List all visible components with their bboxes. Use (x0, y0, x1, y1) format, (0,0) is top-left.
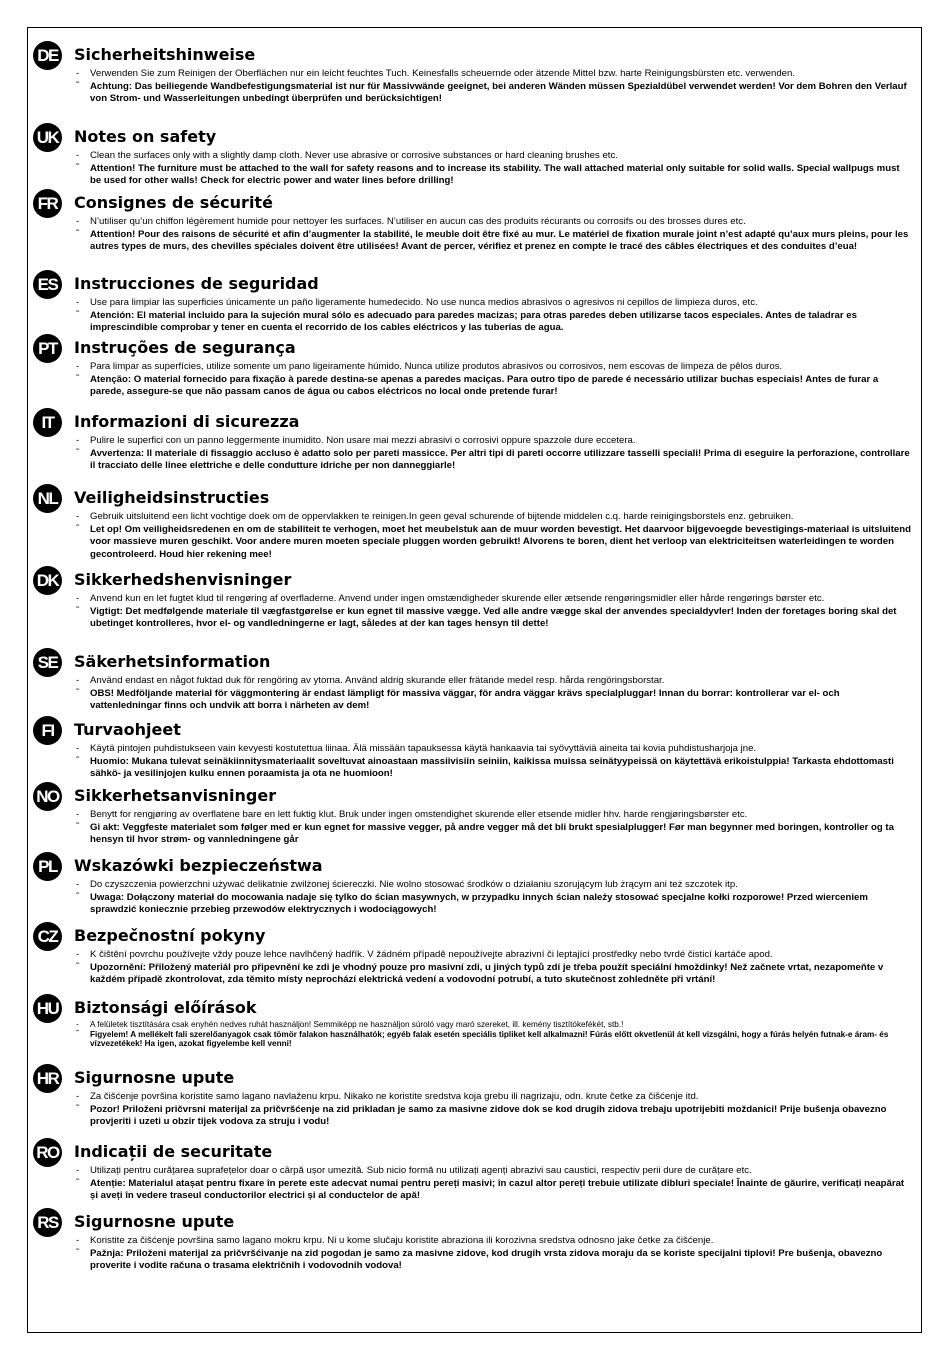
cleaning-instruction (76, 1091, 913, 1104)
section-title: Säkerhetsinformation (74, 652, 271, 671)
wall-mounting-warning (76, 81, 913, 106)
cleaning-instruction (76, 150, 913, 163)
line-text: Avvertenza: Il materiale di fissaggio accluso è adatto solo per pareti massicce. Per altri tipi di pareti occorre utilizzare tasselli speciali! Prima di eseguire la perforazione, controllare il tracciato delle linee elettriche e delle condutture idriche per non danneggiarle! (90, 447, 910, 472)
bullet-dash: - (76, 743, 80, 754)
language-badge-pl: PL (33, 852, 62, 881)
bullet-dash: - (76, 216, 80, 227)
wall-mounting-warning (76, 606, 913, 631)
line-text: Attention! The furniture must be attached to the wall for safety reasons and to increase its stability. The wall attached material only suitable for solid walls. Special wallpugs must be used for other walls! Check for electric power and water lines before drilling! (90, 162, 900, 187)
cleaning-instruction (76, 593, 913, 606)
line-text: OBS! Medföljande material för väggmontering är endast lämpligt för massiva väggar, för andra väggar krävs specialpluggar! Innan du borrar: kontrollerar var el- och vattenledningar finns och undvik att borra i närheten av dem! (90, 687, 840, 712)
section-title: Sigurnosne upute (74, 1212, 235, 1231)
cleaning-instruction (76, 743, 913, 756)
wall-mounting-warning (76, 374, 913, 399)
bullet-dash: - (76, 1165, 80, 1176)
bullet-dash: - (76, 297, 80, 308)
bullet-dash: ˜ (76, 1028, 79, 1038)
cleaning-instruction (76, 511, 913, 524)
language-badge-nl: NL (33, 484, 62, 513)
wall-mounting-warning (76, 310, 913, 335)
line-text: K čištění povrchu používejte vždy pouze lehce navlhčený hadřík. V žádném případě nepoužívejte abrazivní či leptající prostředky nebo tvrdé čisticí kartáče apod. (90, 949, 773, 960)
wall-mounting-warning (76, 688, 913, 713)
section-title: Sigurnosne upute (74, 1068, 235, 1087)
line-text: Vigtigt: Det medfølgende materiale til vægfastgørelse er kun egnet til massive vægge. Ved alle andre vægge skal der anvendes specialdyvler! Inden der foretages boring skal det ubetinget kontrolleres, hvor el- og vandledningerne er lagt, således at der kan tages hensyn til dette! (90, 605, 897, 630)
bullet-dash: - (76, 511, 80, 522)
cleaning-instruction (76, 1235, 913, 1248)
line-text: Upozornění: Přiložený materiál pro připevnění ke zdi je vhodný pouze pro masivní zdi, u jiných typů zdí je třeba použít speciální hmoždinky! Než začnete vrtat, nezapomeňte v každém případě zkontrolovat, zda těmito místy neprochází elektrická vedení a vodovodní potrubí, a tuto skutečnost zohledněte při vrtání! (90, 961, 884, 986)
line-text: Za čišćenje površina koristite samo lagano navlaženu krpu. Nikako ne koristite sredstva koja grebu ili nagrizaju, odn. krute četke za čišćenje itd. (90, 1091, 699, 1102)
section-body (76, 511, 913, 561)
section-body (76, 68, 913, 106)
line-text: Atenção: O material fornecido para fixação à parede destina-se apenas a paredes maciças. Para outro tipo de parede é necessário utilizar buchas especiais! Antes de furar a parede, assegure-se que não passam canos de água ou cabos eléctricos no local onde pretende furar! (90, 373, 879, 398)
section-title: Turvaohjeet (74, 720, 181, 739)
language-badge-de: DE (33, 41, 62, 70)
bullet-dash: - (76, 593, 80, 604)
line-text: Benytt for rengjøring av overflatene bare en lett fuktig klut. Bruk under ingen omstendighet skurende eller etsende midler hhv. harde rengjøringsbørster etc. (90, 809, 748, 820)
line-text: Gi akt: Veggfeste materialet som følger med er kun egnet for massive vegger, på andre vegger må det bli brukt spesialplugger! Før man begynner med boringen, kontroller og ta hensyn til hvor strøm- og vannledningene går (90, 821, 894, 846)
section-body (76, 593, 913, 631)
cleaning-instruction (76, 435, 913, 448)
wall-mounting-warning (76, 1178, 913, 1203)
bullet-dash: ˜ (76, 522, 80, 534)
cleaning-instruction (76, 675, 913, 688)
cleaning-instruction (76, 361, 913, 374)
line-text: Pulire le superfici con un panno leggermente inumidito. Non usare mai mezzi abrasivi o corrosivi oppure spazzole dure eccetera. (90, 435, 636, 446)
wall-mounting-warning (76, 229, 913, 254)
section-body (76, 1235, 913, 1273)
line-text: Use para limpiar las superficies únicamente un paño ligeramente humedecido. No use nunca medios abrasivos o agresivos ni cepillos de limpieza duros, etc. (90, 297, 758, 308)
language-badge-pt: PT (33, 334, 62, 363)
bullet-dash: ˜ (76, 604, 80, 616)
section-body (76, 297, 913, 335)
cleaning-instruction (76, 216, 913, 229)
language-badge-se: SE (33, 648, 62, 677)
language-badge-cz: CZ (33, 922, 62, 951)
bullet-dash: ˜ (76, 446, 80, 458)
section-title: Instrucciones de seguridad (74, 274, 319, 293)
line-text: Atención: El material incluido para la sujeción mural sólo es adecuado para paredes macizas; para otras paredes deben utilizarse tacos especiales. Antes de taladrar es imprescindible comprobar y tener en cuenta el recorrido de los cables eléctricos y las tuberías de agua. (90, 309, 857, 334)
line-text: Käytä pintojen puhdistukseen vain kevyesti kostutettua liinaa. Älä missään tapauksessa käytä hankaavia tai syövyttäviä aineita tai kovia puhdistusharjoja jne. (90, 743, 757, 754)
bullet-dash: ˜ (76, 308, 80, 320)
line-text: Gebruik uitsluitend een licht vochtige doek om de oppervlakken te reinigen.In geen geval schurende of bijtende middelen c.q. harde reinigingsborstels enz. gebruiken. (90, 511, 794, 522)
line-text: Clean the surfaces only with a slightly damp cloth. Never use abrasive or corrosive substances or hard cleaning brushes etc. (90, 150, 618, 161)
section-body (76, 216, 913, 254)
section-title: Sicherheitshinweise (74, 45, 256, 64)
bullet-dash: ˜ (76, 890, 80, 902)
section-body (76, 1091, 913, 1129)
bullet-dash: ˜ (76, 227, 80, 239)
bullet-dash: ˜ (76, 79, 80, 91)
cleaning-instruction (76, 879, 913, 892)
wall-mounting-warning (76, 1030, 913, 1049)
bullet-dash: ˜ (76, 686, 80, 698)
bullet-dash: - (76, 1020, 79, 1029)
bullet-dash: - (76, 675, 80, 686)
line-text: Figyelem! A mellékelt fali szerelőanyagok csak tömör falakon használhatók; egyéb falak esetén speciális tipliket kell alkalmazni! Fúrás előtt okvetlenül át kell vizsgálni, hogy a fúrás helyén futnak-e áram- és vízvezetékek! Ha igen, azokat figyelembe kell venni! (90, 1029, 889, 1049)
section-body (76, 809, 913, 847)
bullet-dash: ˜ (76, 1176, 80, 1188)
language-badge-dk: DK (33, 566, 62, 595)
language-badge-hu: HU (33, 994, 62, 1023)
bullet-dash: ˜ (76, 1246, 80, 1258)
bullet-dash: - (76, 435, 80, 446)
section-body (76, 150, 913, 188)
language-badge-fi: FI (33, 716, 62, 745)
bullet-dash: ˜ (76, 1102, 80, 1114)
wall-mounting-warning (76, 1248, 913, 1273)
wall-mounting-warning (76, 1104, 913, 1129)
section-title: Veiligheidsinstructies (74, 488, 270, 507)
line-text: Verwenden Sie zum Reinigen der Oberflächen nur ein leicht feuchtes Tuch. Keinesfalls scheuernde oder ätzende Mittel bzw. harte Reinigungsbürsten etc. verwenden. (90, 68, 796, 79)
bullet-dash: - (76, 1235, 80, 1246)
section-body (76, 361, 913, 399)
bullet-dash: ˜ (76, 960, 80, 972)
line-text: N’utiliser qu’un chiffon légèrement humide pour nettoyer les surfaces. N’utiliser en aucun cas des produits récurants ou corrosifs ou des brosses dures etc. (90, 216, 746, 227)
language-badge-no: NO (33, 782, 62, 811)
line-text: Koristite za čišćenje površina samo lagano mokru krpu. Ni u kome slučaju koristite abraziona ili korozivna sredstva odnosno jake četke za čišćenje. (90, 1235, 714, 1246)
line-text: Atenție: Materialul atașat pentru fixare în perete este adecvat numai pentru pereți masivi; în cazul altor pereți trebuie utilizate dibluri speciale! Înainte de găurire, verificați neapărat și aveți în vedere traseul conductorilor electrici și al conductelor de apă! (90, 1177, 905, 1202)
bullet-dash: - (76, 879, 80, 890)
bullet-dash: - (76, 949, 80, 960)
bullet-dash: - (76, 809, 80, 820)
line-text: Uwaga: Dołączony materiał do mocowania nadaje się tylko do ścian masywnych, w przypadku innych ścian należy stosować specjalne kołki rozporowe! Przed wierceniem sprawdzić koniecznie przebieg przewodów elektrycznych i wodociągowych! (90, 891, 868, 916)
bullet-dash: ˜ (76, 372, 80, 384)
cleaning-instruction (76, 1020, 913, 1030)
section-body (76, 1165, 913, 1203)
bullet-dash: ˜ (76, 820, 80, 832)
section-title: Indicații de securitate (74, 1142, 273, 1161)
section-body (76, 435, 913, 473)
language-badge-es: ES (33, 270, 62, 299)
section-title: Notes on safety (74, 127, 217, 146)
wall-mounting-warning (76, 448, 913, 473)
line-text: Do czyszczenia powierzchni używać delikatnie zwilżonej ściereczki. Nie wolno stosować środków o działaniu szorującym lub żrącym ani też szczotek itp. (90, 879, 738, 890)
section-title: Wskazówki bezpieczeństwa (74, 856, 323, 875)
cleaning-instruction (76, 1165, 913, 1178)
wall-mounting-warning (76, 524, 913, 562)
cleaning-instruction (76, 297, 913, 310)
line-text: Pozor! Priloženi pričvrsni materijal za pričvršćenje na zid prikladan je samo za masivne zidove dok se kod drugih zidova trebaju upotrijebiti moždanici! Prije bušenja obavezno provjeriti i uzeti u obzir tijek vodova za struju i vodu! (90, 1103, 887, 1128)
line-text: Pažnja: Priloženi materijal za pričvršćivanje na zid pogodan je samo za masivne zidove, kod drugih vrsta zidova moraju da se koriste specijalni tiplovi! Pre bušenja, obavezno proverite i vodite računa o trasama električnih i vodovodnih vodova! (90, 1247, 883, 1272)
line-text: Använd endast en något fuktad duk för rengöring av ytorna. Använd aldrig skurande eller frätande medel resp. hårda rengöringsborstar. (90, 675, 665, 686)
cleaning-instruction (76, 949, 913, 962)
language-badge-rs: RS (33, 1208, 62, 1237)
line-text: Attention! Pour des raisons de sécurité et afin d’augmenter la stabilité, le meuble doit être fixé au mur. Le matériel de fixation murale joint n’est adapté qu’aux murs pleins, pour les autres types de murs, des chevilles spéciales doivent être utilisées! Avant de percer, vérifiez et prenez en compte le tracé des câbles électriques et des conduites d’eua! (90, 228, 909, 253)
language-badge-hr: HR (33, 1064, 62, 1093)
section-body (76, 743, 913, 781)
line-text: A felületek tisztítására csak enyhén nedves ruhát használjon! Semmiképp ne használjon súroló vagy maró szereket, ill. kemény tisztítókefékét, stb.! (90, 1020, 624, 1029)
section-body (76, 879, 913, 917)
bullet-dash: - (76, 1091, 80, 1102)
section-body (76, 675, 913, 713)
language-badge-fr: FR (33, 189, 62, 218)
language-badge-it: IT (33, 408, 62, 437)
wall-mounting-warning (76, 892, 913, 917)
line-text: Anvend kun en let fugtet klud til rengøring af overfladerne. Anvend under ingen omstændigheder skurende eller ætsende rengøringsmidler eller hårde rengørings børster etc. (90, 593, 825, 604)
section-title: Biztonsági előírások (74, 998, 257, 1017)
page-frame (27, 27, 922, 1333)
bullet-dash: - (76, 68, 80, 79)
section-body (76, 949, 913, 987)
wall-mounting-warning (76, 163, 913, 188)
bullet-dash: ˜ (76, 754, 80, 766)
line-text: Achtung: Das beiliegende Wandbefestigungsmaterial ist nur für Massivwände geeignet, bei anderen Wänden müssen Spezialdübel verwendet werden! Vor dem Bohren den Verlauf von Strom- und Wasserleitungen unbedingt überprüfen und berücksichtigen! (90, 80, 907, 105)
line-text: Huomio: Mukana tulevat seinäkiinnitysmateriaalit soveltuvat ainoastaan massiivisiin seiniin, kaikissa muissa seinätyypeissä on käytettävä erikoistulppia! Tarkasta ehdottomasti sähkö- ja vesilinjojen kulku ennen poraamista ja ota ne huomioon! (90, 755, 894, 780)
wall-mounting-warning (76, 756, 913, 781)
section-title: Instruções de segurança (74, 338, 296, 357)
line-text: Let op! Om veiligheidsredenen en om de stabiliteit te verhogen, moet het meubelstuk aan de muur worden bevestigt. Het daarvoor bijgevoegde bevestigings-materiaal is uitsluitend voor massieve muren geschikt. Voor andere muren moeten speciale pluggen worden gebruikt! Alvorens te boren, dient het verloop van elektriciteitsen waterleidingen te worden gecontroleerd. Houd hier rekening mee! (90, 523, 911, 560)
section-title: Consignes de sécurité (74, 193, 273, 212)
wall-mounting-warning (76, 962, 913, 987)
bullet-dash: - (76, 150, 80, 161)
section-title: Sikkerhetsanvisninger (74, 786, 277, 805)
line-text: Para limpar as superfícies, utilize somente um pano ligeiramente húmido. Nunca utilize produtos abrasivos ou corrosivos, nem escovas de limpeza de pêlos duros. (90, 361, 783, 372)
cleaning-instruction (76, 809, 913, 822)
language-badge-ro: RO (33, 1138, 62, 1167)
cleaning-instruction (76, 68, 913, 81)
wall-mounting-warning (76, 822, 913, 847)
bullet-dash: ˜ (76, 161, 80, 173)
bullet-dash: - (76, 361, 80, 372)
section-title: Sikkerhedshenvisninger (74, 570, 292, 589)
language-badge-uk: UK (33, 123, 62, 152)
section-title: Informazioni di sicurezza (74, 412, 300, 431)
section-body (76, 1020, 913, 1049)
line-text: Utilizați pentru curățarea suprafețelor doar o cârpă ușor umezită. Sub nicio formă nu utilizați agenți abrazivi sau caustici, respectiv perii dure de curățare etc. (90, 1165, 752, 1176)
section-title: Bezpečnostní pokyny (74, 926, 266, 945)
